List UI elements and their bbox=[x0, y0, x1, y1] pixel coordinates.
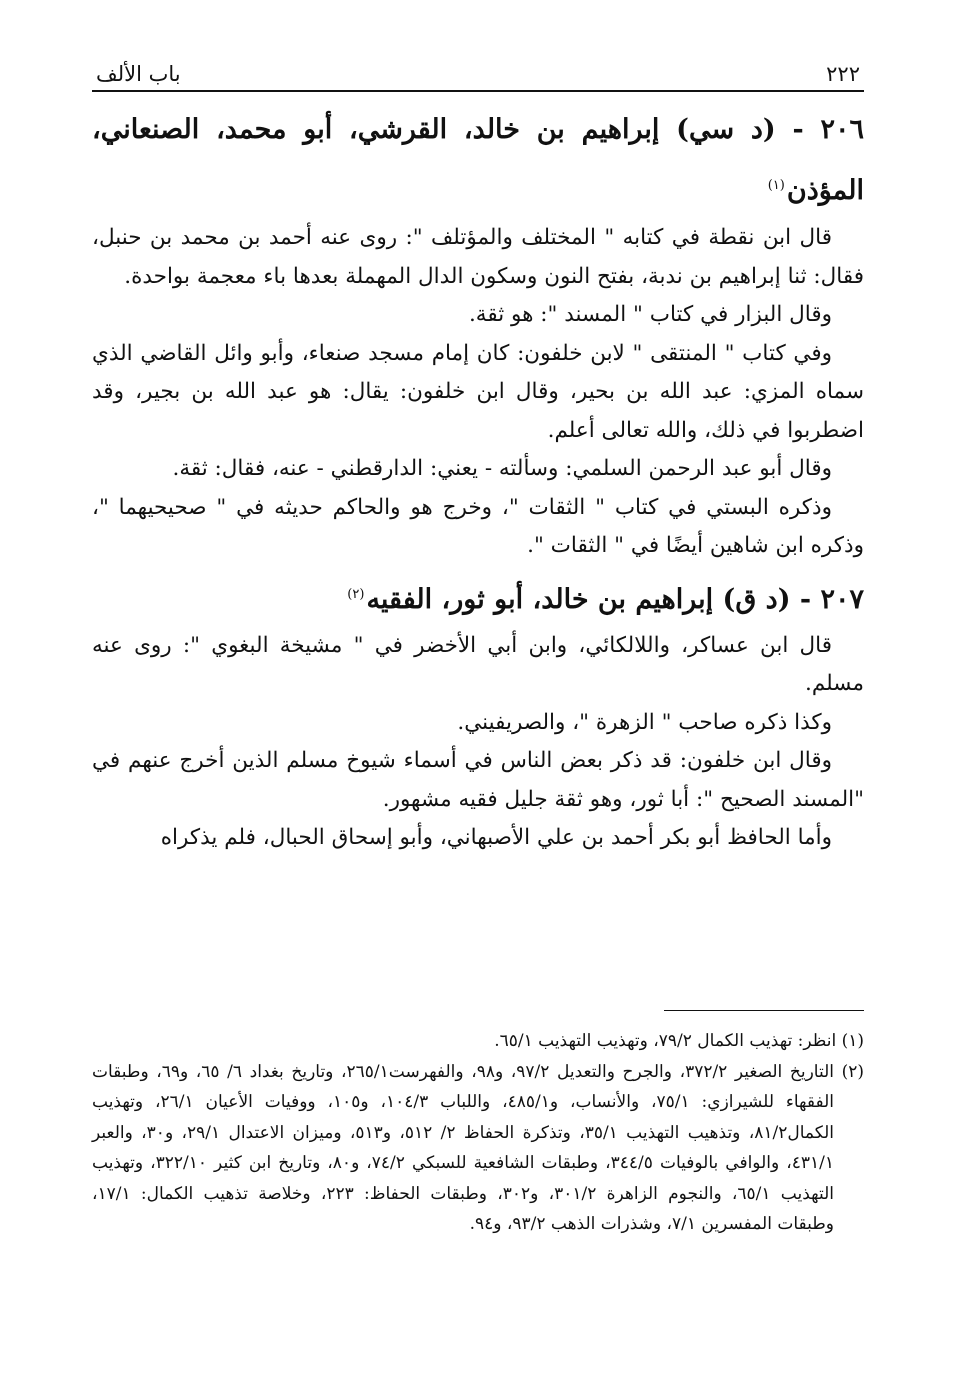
footnote-1: (١) انظر: تهذيب الكمال ٧٩/٢، وتهذيب التهذيب ٦٥/١. bbox=[494, 1031, 864, 1051]
book-page bbox=[92, 52, 864, 1342]
entry-206-paragraph: وذكره البستي في كتاب " الثقات "، وخرج هو والحاكم حديثه في " صحيحيهما "، وذكره ابن شاهين أيضًا في " الثقات ". bbox=[92, 494, 864, 558]
page-number: ٢٢٢ bbox=[826, 62, 860, 86]
footnotes bbox=[92, 1026, 864, 1240]
page-header bbox=[92, 52, 864, 92]
entry-206-title-text: ٢٠٦ - (د سي) إبراهيم بن خالد، القرشي، أبو محمد، الصنعاني، المؤذن bbox=[92, 114, 864, 206]
entry-207-title-text: ٢٠٧ - (د ق) إبراهيم بن خالد، أبو ثور، الفقيه bbox=[366, 583, 864, 615]
entry-207-paragraph: وكذا ذكره صاحب " الزهرة "، والصريفيني. bbox=[457, 709, 832, 735]
entry-206-title bbox=[92, 102, 864, 219]
footnote-divider bbox=[664, 1010, 864, 1011]
entry-206-paragraph: قال ابن نقطة في كتابه " المختلف والمؤتلف ": روى عنه أحمد بن محمد بن حنبل، فقال: ثنا إبراهيم بن ندبة، بفتح النون وسكون الدال المهملة بعدها باء معجمة بواحدة. bbox=[92, 225, 864, 289]
footnote-ref-1: (١) bbox=[767, 178, 785, 193]
entry-206-paragraph: وقال أبو عبد الرحمن السلمي: وسألته - يعني: الدارقطني - عنه، فقال: ثقة. bbox=[172, 456, 832, 481]
entry-207-paragraph: وأما الحافظ أبو بكر أحمد بن علي الأصبهاني، وأبو إسحاق الحبال، فلم يذكراه bbox=[160, 825, 832, 850]
entry-207-title bbox=[92, 568, 864, 627]
footnote-2: (٢) التاريخ الصغير ٣٧٢/٢، والجرح والتعديل ٩٧/٢، و٩٨، والفهرست٢٦٥/١، وتاريخ بغداد ٦/ ٦٥، و٦٩، وطبقات الفقهاء للشيرازي: ٧٥/١، والأنساب، و٤٨٥/١، واللباب ١٠٤/٣، و١٠٥، ووفيات الأعيان ٢٦/١، وتهذيب الكمال٨١/٢، وتذهيب التهذيب ٣٥/١، وتذكرة الحفاظ ٢/ ٥١٢، و٥١٣، وميزان الاعتدال ٢٩/١، و٣٠، والعبر ٤٣١/١، والوافي بالوفيات ٣٤٤/٥، وطبقات الشافعية للسبكي ٧٤/٢، و٨٠، وتاريخ ابن كثير ٣٢٢/١٠، وتهذيب التهذيب ٦٥/١، والنجوم الزاهرة ٣٠١/٢، و٣٠٢، وطبقات الحفاظ: ٢٢٣، وخلاصة تذهيب الكمال: ١٧/١، وطبقات المفسرين ٧/١، وشذرات الذهب ٩٣/٢، و٩٤. bbox=[92, 1061, 864, 1234]
footnote-ref-2: (٢) bbox=[347, 586, 365, 602]
entry-206-paragraph: وفي كتاب " المنتقى " لابن خلفون: كان إمام مسجد صنعاء، وأبو وائل القاضي الذي سماه المزي: عبد الله بن بحير، وقال ابن خلفون: يقال: هو عبد الله بن بجير، وقد اضطربوا في ذلك، والله تعالى أعلم. bbox=[92, 340, 864, 443]
entry-207-paragraph: وقال ابن خلفون: قد ذكر بعض الناس في أسماء شيوخ مسلم الذين أخرج عنهم في "المسند الصحيح ": أبا ثور، وهو ثقة جليل فقيه مشهور. bbox=[92, 748, 864, 812]
section-title: باب الألف bbox=[96, 62, 181, 86]
entry-206-paragraph: وقال البزار في كتاب " المسند ": هو ثقة. bbox=[468, 302, 832, 327]
entry-207-paragraph: قال ابن عساكر، واللالكائي، وابن أبي الأخضر في " مشيخة البغوي ": روى عنه مسلم. bbox=[92, 632, 864, 696]
